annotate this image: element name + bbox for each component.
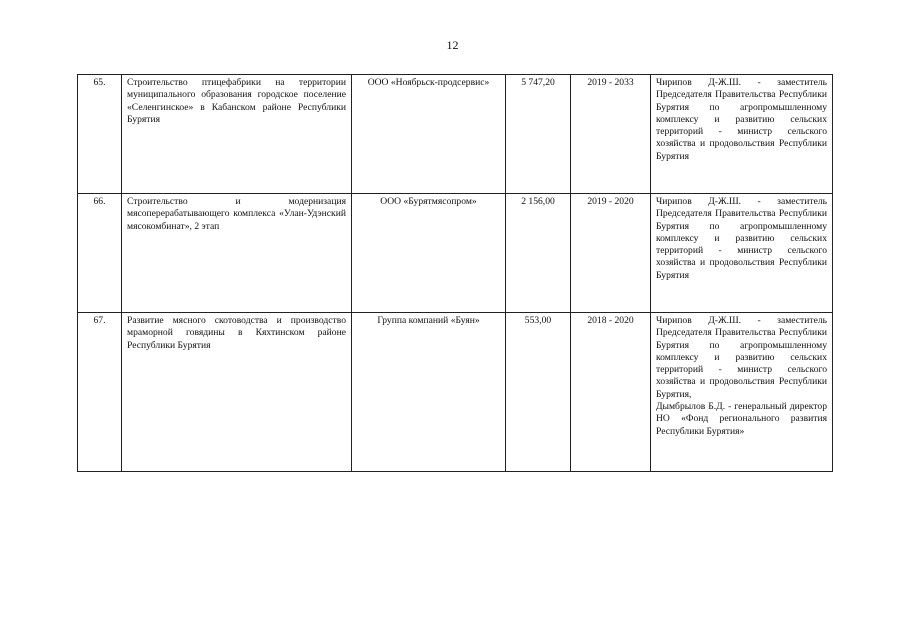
project-organization: Группа компаний «Буян» [352,313,506,472]
project-responsible [651,313,833,472]
row-number: 66. [78,194,122,313]
project-organization: ООО «Бурятмясопром» [352,194,506,313]
table-row [78,313,833,472]
responsible-person: Дымбрылов Б.Д. - генеральный директор НО «Фонд регионального развития Республики Бурятия» [656,401,827,437]
responsible-person: Чирипов Д-Ж.Ш. - заместитель Председателя Правительства Республики Бурятия по агропромышленному комплексу и развитию сельских территорий - министр сельского хозяйства и продовольствия Республики Бурятия, [656,315,827,400]
table-row [78,75,833,194]
project-name: Строительство и модернизация мясоперерабатывающего комплекса «Улан-Удэнский мясокомбинат», 2 этап [122,194,352,313]
row-number: 67. [78,313,122,472]
project-period: 2019 - 2020 [571,194,651,313]
project-organization: ООО «Ноябрьск-продсервис» [352,75,506,194]
project-responsible [651,75,833,194]
project-name: Строительство птицефабрики на территории муниципального образования городское поселение «Селенгинское» в Кабанском районе Республики Бурятия [122,75,352,194]
page-number: 12 [446,38,459,52]
project-amount: 5 747,20 [506,75,571,194]
row-number: 65. [78,75,122,194]
investment-projects-table [77,74,833,472]
project-name: Развитие мясного скотоводства и производство мраморной говядины в Кяхтинском районе Республики Бурятия [122,313,352,472]
project-amount: 553,00 [506,313,571,472]
project-period: 2019 - 2033 [571,75,651,194]
responsible-person: Чирипов Д-Ж.Ш. - заместитель Председателя Правительства Республики Бурятия по агропромышленному комплексу и развитию сельских территорий - министр сельского хозяйства и продовольствия Республики Бурятия [656,196,827,281]
project-responsible [651,194,833,313]
responsible-person: Чирипов Д-Ж.Ш. - заместитель Председателя Правительства Республики Бурятия по агропромышленному комплексу и развитию сельских территорий - министр сельского хозяйства и продовольствия Республики Бурятия [656,77,827,162]
project-period: 2018 - 2020 [571,313,651,472]
table-row [78,194,833,313]
project-amount: 2 156,00 [506,194,571,313]
